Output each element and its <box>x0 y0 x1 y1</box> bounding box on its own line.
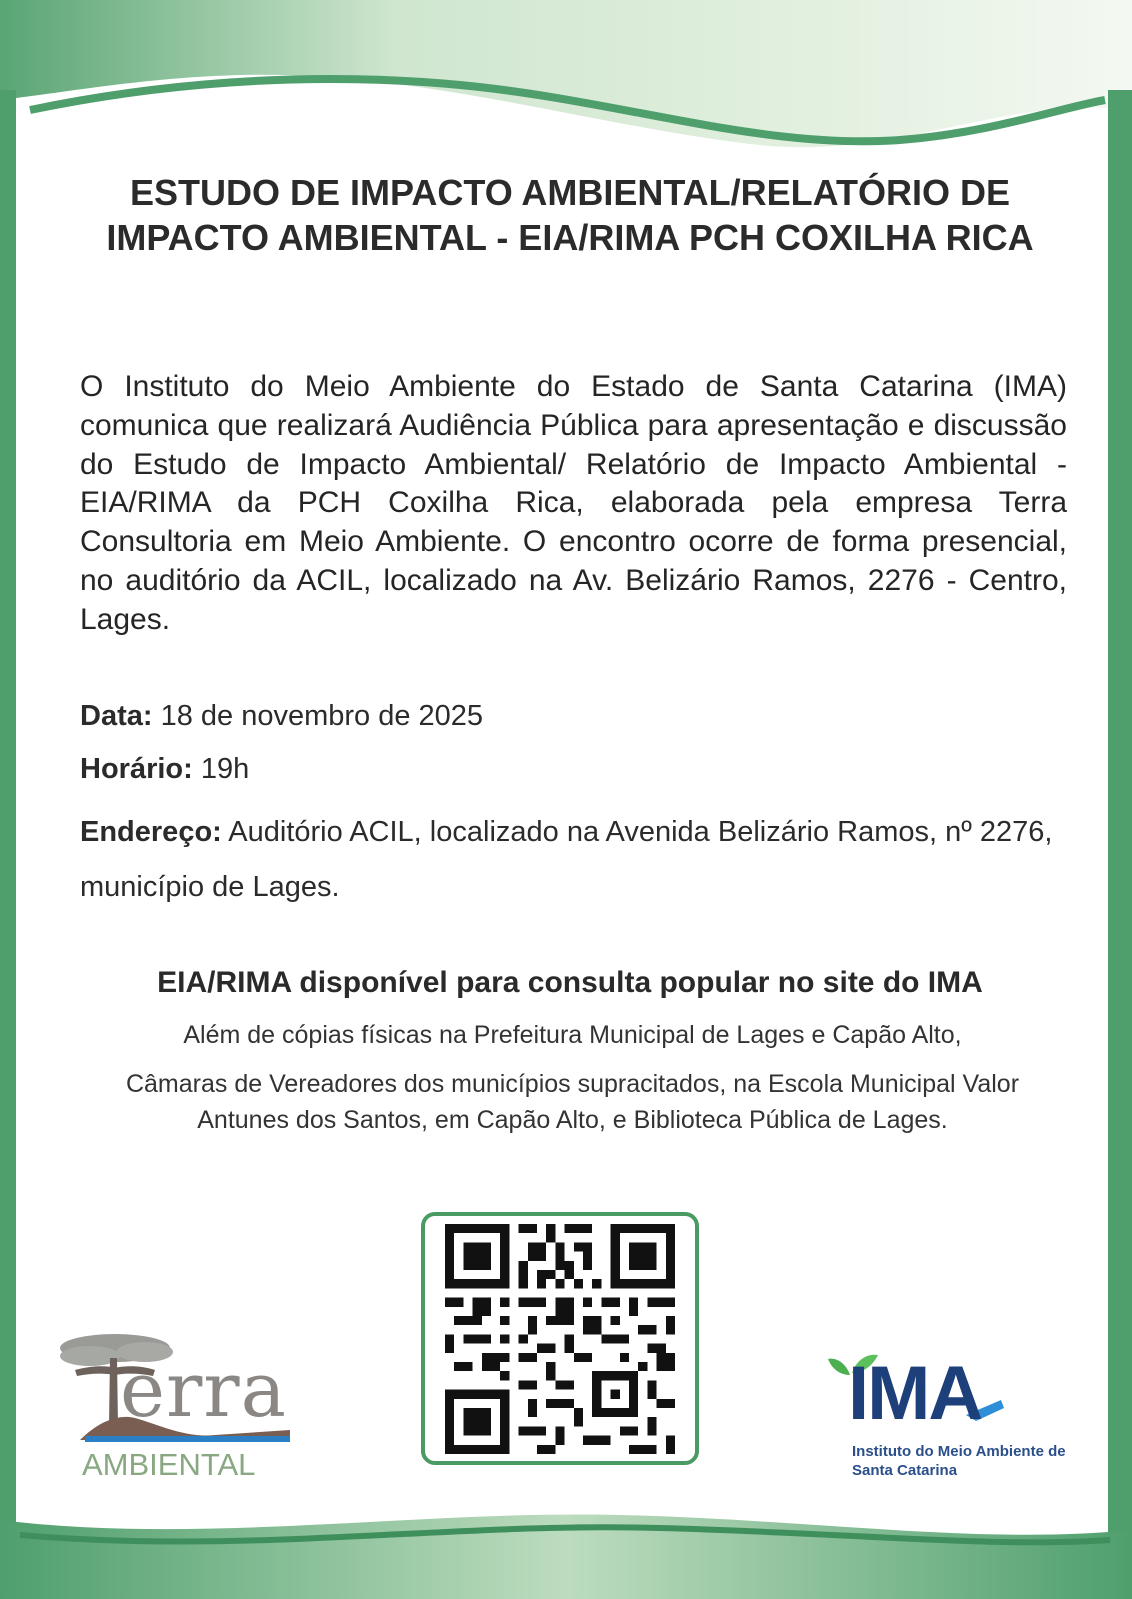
date-label: Data: <box>80 700 153 732</box>
intro-paragraph: O Instituto do Meio Ambiente do Estado de Santa Catarina (IMA) comunica que realizará Audiência Pública para apresentação e discussão do Estudo de Impacto Ambiental/ Relatório de Impacto Ambiental - EIA/RIMA da PCH Coxilha Rica, elaborada pela empresa Terra Consultoria em Meio Ambiente. O encontro ocorre de forma presencial, no auditório da ACIL, localizado na Av. Belizário Ramos, 2276 - Centro, Lages. <box>80 370 1067 636</box>
qr-code-icon <box>435 1224 685 1454</box>
date-value: 18 de novembro de 2025 <box>160 700 484 732</box>
address-label: Endereço: <box>80 816 222 848</box>
availability-line-2: Câmaras de Vereadores dos municípios supracitados, na Escola Municipal Valor Antunes dos Santos, em Capão Alto, e Biblioteca Pública de Lages. <box>125 1070 1020 1134</box>
availability-title: EIA/RIMA disponível para consulta popular no site do IMA <box>157 966 983 999</box>
ima-subtitle: Instituto do Meio Ambiente de Santa Catarina <box>852 1443 1066 1479</box>
terra-wordmark: erra <box>120 1345 287 1434</box>
time-label: Horário: <box>80 753 193 785</box>
address-value: Auditório ACIL, localizado na Avenida Belizário Ramos, nº 2276, município de Lages. <box>80 816 1053 903</box>
date-field <box>80 700 483 733</box>
notice-title: ESTUDO DE IMPACTO AMBIENTAL/RELATÓRIO DE IMPACTO AMBIENTAL - EIA/RIMA PCH COXILHA RICA <box>106 172 1034 258</box>
time-value: 19h <box>200 753 250 785</box>
address-field <box>80 805 1080 915</box>
time-field <box>80 753 249 786</box>
terra-subtitle: AMBIENTAL <box>82 1447 256 1482</box>
qr-code[interactable] <box>421 1212 699 1465</box>
availability-line-1: Além de cópias físicas na Prefeitura Municipal de Lages e Capão Alto, <box>183 1021 962 1049</box>
ima-wordmark: IMA <box>848 1351 982 1436</box>
